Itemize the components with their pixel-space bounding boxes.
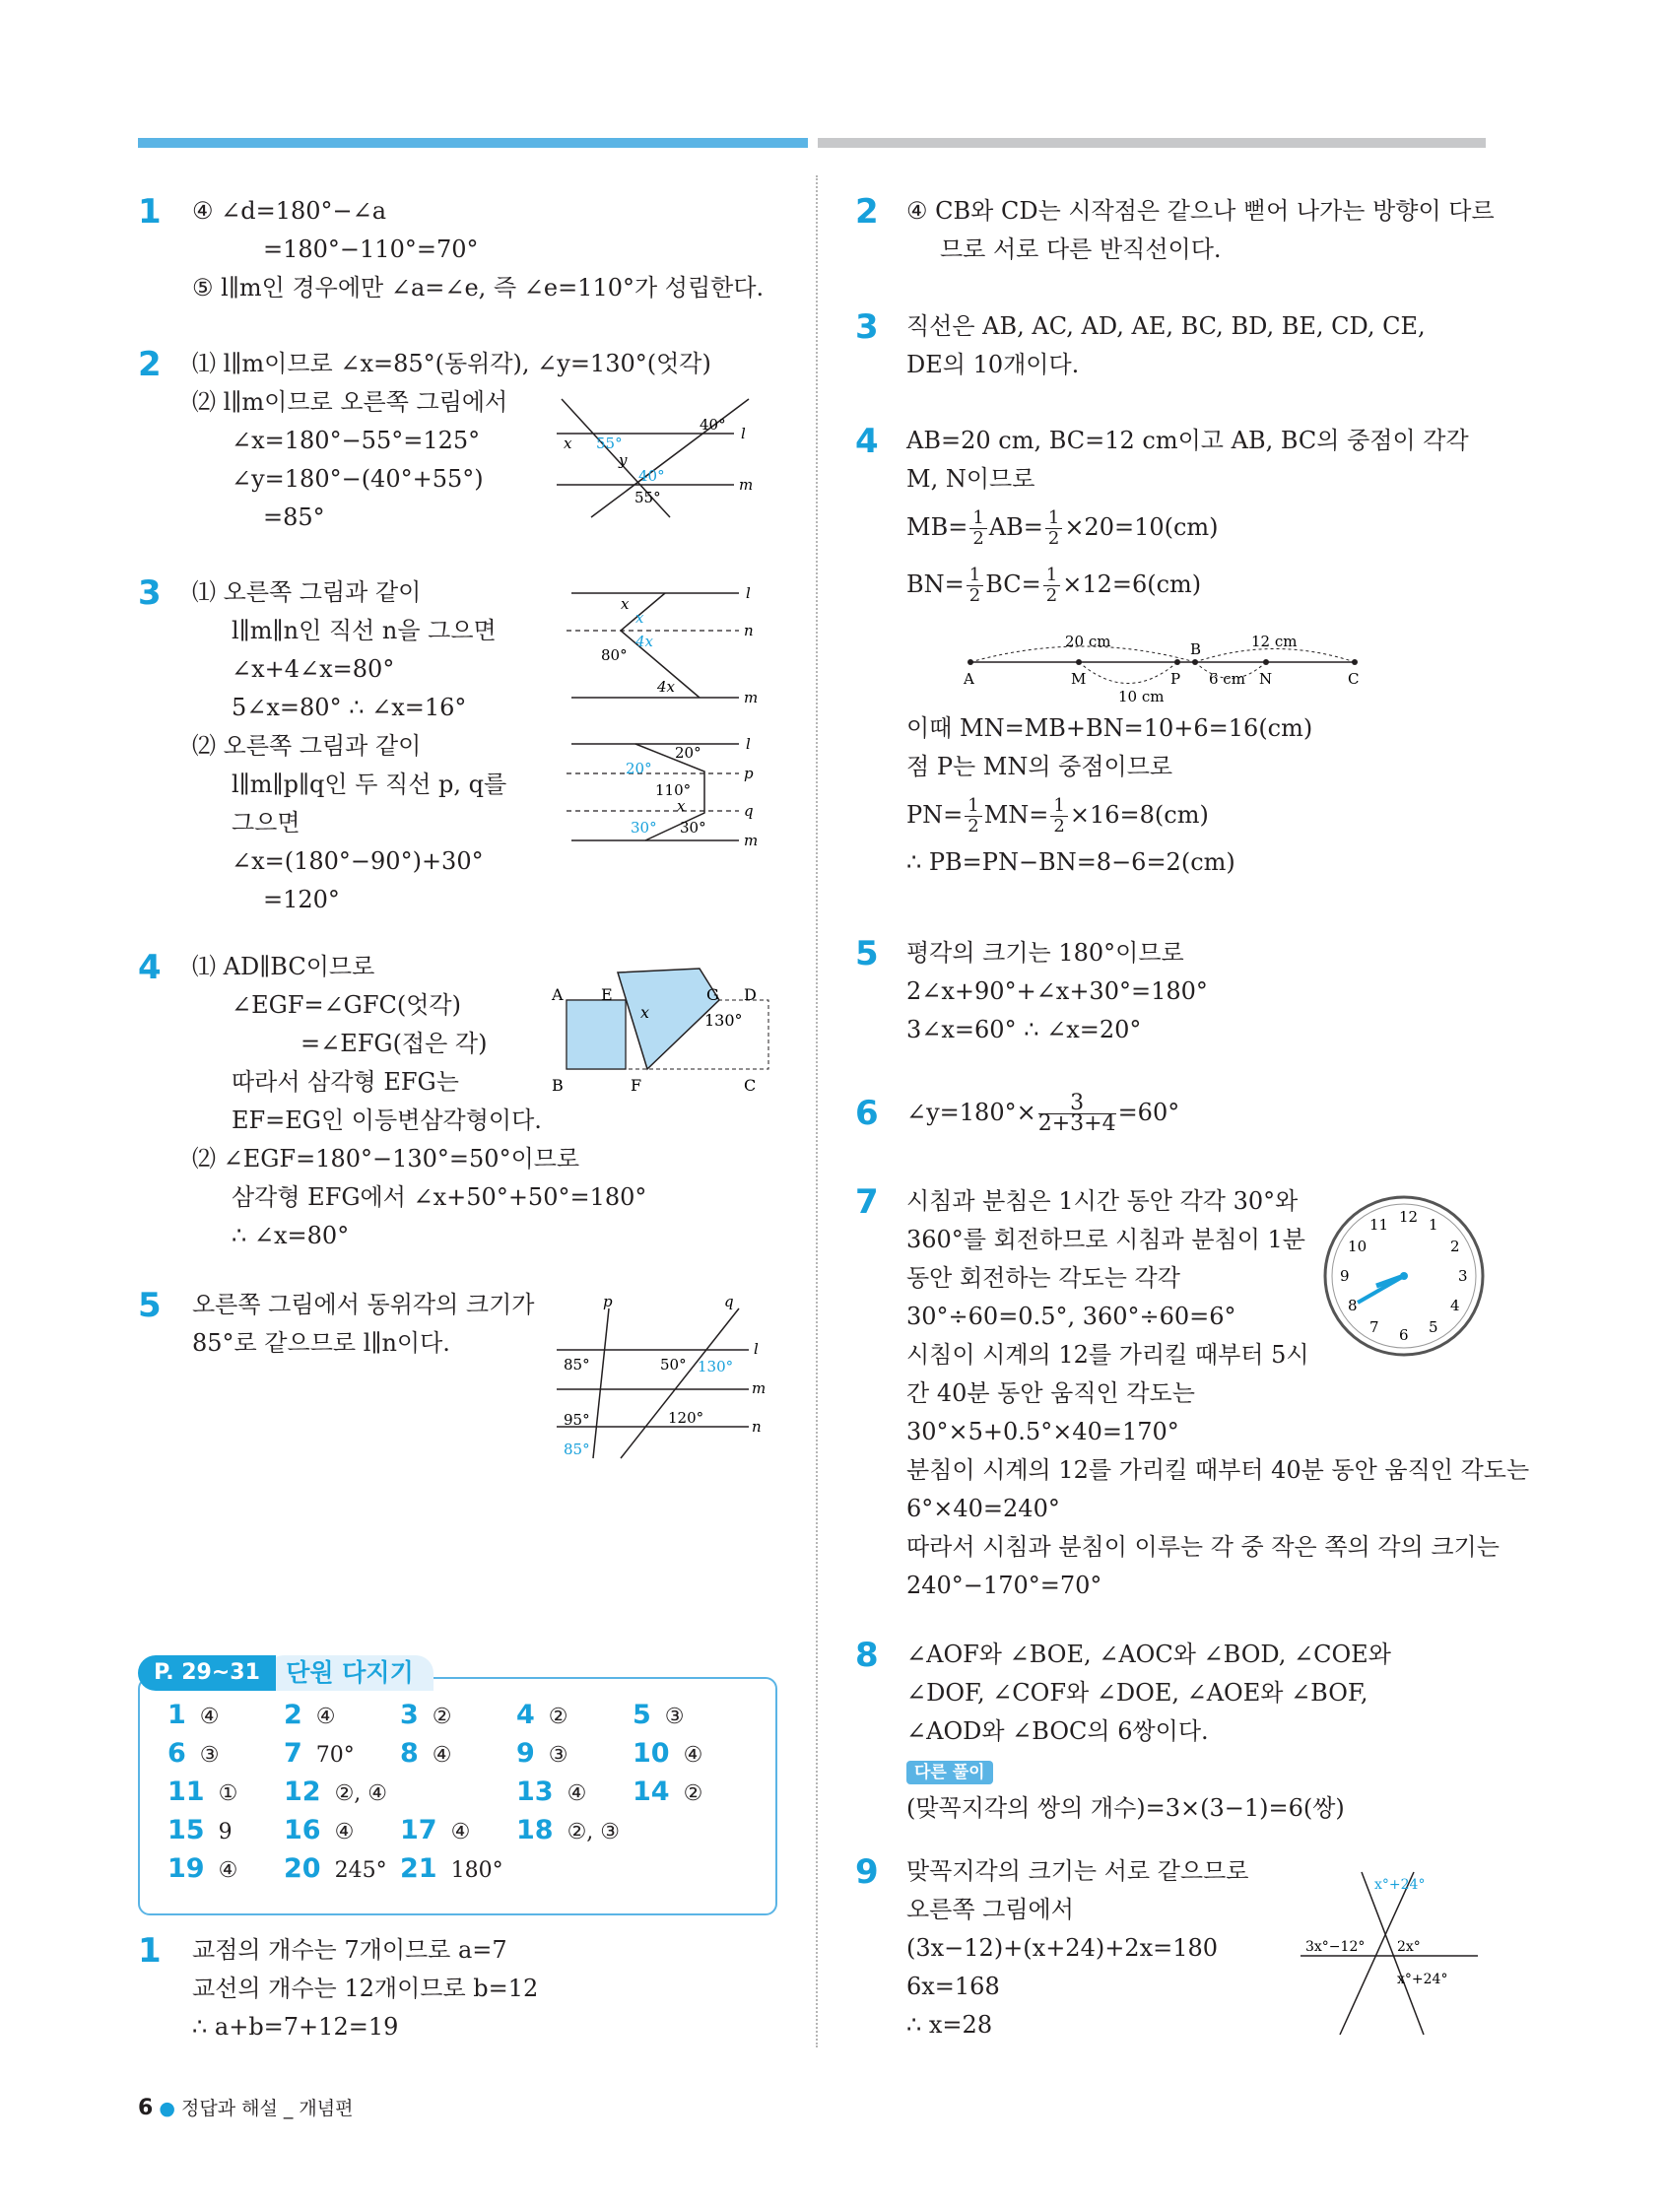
svg-text:95°: 95° — [564, 1411, 590, 1429]
answer-value: ③ — [548, 1743, 568, 1768]
vertical-angles-solution: ∠AOF와 ∠BOE, ∠AOC와 ∠BOD, ∠COE와 ∠DOF, ∠COF와 ∠DOE, ∠AOE와 ∠BOF, ∠AOD와 ∠BOC의 6쌍이다. 다른 풀이 (맞꼭지각의 쌍의 개수)=3×(3−1)=6(쌍) — [906, 1641, 1391, 1822]
answer-number: 12 — [284, 1776, 321, 1807]
answer-number: 10 — [633, 1738, 670, 1769]
svg-text:P: P — [1170, 670, 1181, 688]
svg-text:l: l — [741, 425, 746, 442]
svg-text:10 cm: 10 cm — [1118, 688, 1165, 705]
answer-item — [516, 1700, 568, 1730]
problem-number: 2 — [855, 192, 879, 232]
answer-number: 21 — [400, 1853, 437, 1884]
svg-text:A: A — [964, 670, 974, 688]
equation-solution: 맞꼭지각의 크기는 서로 같으므로 오른쪽 그림에서 (3x−12)+(x+24)+2x=180 6x=168 ∴ x=28 — [906, 1857, 1249, 2039]
svg-text:n: n — [744, 622, 754, 639]
problem-number: 1 — [138, 1931, 162, 1971]
problem-number: 5 — [855, 934, 879, 973]
answer-item — [516, 1815, 620, 1845]
answer-value: 245° — [334, 1858, 387, 1883]
answer-value: ② — [548, 1705, 568, 1729]
svg-text:A: A — [552, 985, 564, 1004]
answer-number: 9 — [516, 1738, 535, 1769]
problem-5-solution: 오른쪽 그림에서 동위각의 크기가 85°로 같으므로 l∥n이다. — [192, 1291, 535, 1357]
answer-number: 14 — [633, 1776, 670, 1807]
answer-value: ④ — [683, 1743, 703, 1768]
svg-text:4x: 4x — [657, 678, 676, 696]
answer-item — [633, 1738, 702, 1769]
answer-number: 20 — [284, 1853, 321, 1884]
header-bar-right — [818, 138, 1486, 148]
answer-value: ② — [432, 1705, 452, 1729]
svg-text:40°: 40° — [700, 416, 726, 434]
answer-value: ④ — [199, 1705, 220, 1729]
svg-text:m: m — [739, 476, 754, 494]
answer-summary-header — [138, 1655, 773, 1695]
rays-solution: ④ CB와 CD는 시작점은 같으나 뻗어 나가는 방향이 다르 므로 서로 다른 반직선이다. — [906, 197, 1495, 263]
answer-number: 17 — [400, 1815, 437, 1845]
alt-solution-badge: 다른 풀이 — [906, 1761, 993, 1784]
svg-text:m: m — [744, 689, 759, 706]
answer-value: ④ — [315, 1705, 336, 1729]
answer-item — [167, 1776, 237, 1807]
problem-number: 4 — [138, 948, 162, 987]
svg-text:2x°: 2x° — [1397, 1939, 1421, 1955]
svg-text:C: C — [1348, 670, 1360, 688]
clock-number: 2 — [1449, 1238, 1460, 1255]
svg-text:85°: 85° — [564, 1356, 590, 1374]
segment-figure — [951, 631, 1374, 709]
answer-item — [400, 1815, 470, 1845]
section-title: 단원 다지기 — [266, 1655, 434, 1691]
answer-item — [284, 1776, 387, 1807]
clock-number: 9 — [1340, 1267, 1350, 1285]
svg-text:110°: 110° — [655, 781, 692, 799]
problem-number: 3 — [138, 573, 162, 613]
svg-text:3x°−12°: 3x°−12° — [1305, 1939, 1366, 1955]
problem-number: 6 — [855, 1094, 879, 1133]
transversal-figure — [552, 1291, 773, 1468]
clock-number: 10 — [1348, 1238, 1368, 1255]
answer-item — [400, 1853, 503, 1884]
page-range-tab: P. 29~31 — [138, 1655, 276, 1691]
clock-number: 12 — [1399, 1208, 1419, 1226]
answer-number: 13 — [516, 1776, 554, 1807]
svg-text:4x: 4x — [635, 633, 654, 650]
parallel-lines-figure — [552, 394, 768, 522]
svg-text:130°: 130° — [704, 1011, 743, 1030]
svg-text:C: C — [744, 1076, 757, 1095]
answer-item — [633, 1776, 702, 1807]
clock-number: 8 — [1348, 1297, 1358, 1314]
svg-text:x: x — [621, 595, 630, 613]
svg-text:n: n — [752, 1418, 762, 1436]
answer-number: 3 — [400, 1700, 419, 1730]
answer-item — [284, 1815, 354, 1845]
svg-text:120°: 120° — [668, 1409, 704, 1427]
answer-value: ④ — [218, 1858, 238, 1883]
clock-number: 6 — [1399, 1326, 1409, 1344]
svg-text:q: q — [724, 1293, 734, 1310]
zigzag-figure-2 — [567, 734, 773, 852]
clock-number: 11 — [1369, 1216, 1389, 1235]
svg-text:20°: 20° — [675, 744, 701, 762]
answer-item — [284, 1700, 336, 1730]
svg-text:G: G — [706, 985, 719, 1004]
header-bar-left — [138, 138, 808, 148]
svg-text:M: M — [1071, 670, 1087, 688]
answer-value: 9 — [218, 1820, 233, 1844]
svg-text:50°: 50° — [660, 1356, 687, 1374]
answer-item — [284, 1853, 387, 1884]
svg-text:m: m — [744, 832, 759, 849]
svg-text:p: p — [603, 1293, 613, 1310]
lines-solution: 직선은 AB, AC, AD, AE, BC, BD, BE, CD, CE, DE의 10개이다. — [906, 312, 1426, 378]
svg-text:30°: 30° — [680, 819, 706, 837]
answer-number: 2 — [284, 1700, 302, 1730]
answer-value: ④ — [432, 1743, 452, 1768]
clock-number: 7 — [1369, 1317, 1379, 1336]
answer-item — [516, 1738, 568, 1769]
column-divider — [816, 175, 818, 2047]
svg-text:40°: 40° — [638, 467, 665, 485]
answer-value: ④ — [450, 1820, 471, 1844]
answer-item — [167, 1700, 220, 1730]
svg-text:x°+24°: x°+24° — [1374, 1877, 1426, 1893]
svg-text:l: l — [746, 584, 751, 602]
answer-value: ④ — [567, 1781, 587, 1806]
segment-solution: AB=20 cm, BC=12 cm이고 AB, BC의 중점이 각각 M, N이므로 MB= $\frac{1}{2}$ AB= $\frac{1}{2}$ ×20=10(cm) BN= $\frac{1}{2}$ BC= $\frac{1}{2}$ ×12=6(cm) 이때 MN=MB+BN=10+6=16(cm) 점 P는 MN의 중점이므로 PN= $\frac{1}{2}$ MN= $\frac{1}{2}$ ×16=8(cm) ∴ PB=PN−BN=8−6=2(cm) — [906, 427, 1469, 876]
svg-text:12 cm: 12 cm — [1251, 633, 1298, 650]
folded-paper-figure — [547, 961, 773, 1108]
answer-number: 5 — [633, 1700, 651, 1730]
svg-text:x: x — [677, 797, 686, 815]
svg-text:20 cm: 20 cm — [1065, 633, 1111, 650]
clock-number: 4 — [1449, 1297, 1460, 1314]
answer-number: 18 — [516, 1815, 554, 1845]
svg-text:E: E — [601, 985, 613, 1004]
answer-number: 15 — [167, 1815, 205, 1845]
svg-text:x: x — [635, 609, 644, 627]
svg-text:m: m — [752, 1379, 767, 1397]
problem-number: 8 — [855, 1636, 879, 1675]
svg-text:130°: 130° — [698, 1358, 734, 1375]
answer-item — [167, 1738, 220, 1769]
page-footer: 6 ● 정답과 해설 _ 개념편 — [138, 2096, 354, 2120]
problem-3-solution: ⑴ 오른쪽 그림과 같이 l∥m∥n인 직선 n을 그으면 ∠x+4∠x=80° 5∠x=80° ∴ ∠x=16° ⑵ 오른쪽 그림과 같이 l∥m∥p∥q인 두 직선 p, q를 그으면 ∠x=(180°−90°)+30° =120° — [192, 578, 507, 913]
problem-number: 4 — [855, 422, 879, 461]
problem-number: 3 — [855, 307, 879, 347]
problem-number: 7 — [855, 1182, 879, 1222]
svg-text:55°: 55° — [634, 489, 661, 506]
answer-item — [400, 1700, 452, 1730]
clock-figure — [1320, 1192, 1488, 1360]
clock-solution: 시침과 분침은 1시간 동안 각각 30°와 360°를 회전하므로 시침과 분침이 1분 동안 회전하는 각도는 각각 30°÷60=0.5°, 360°÷60=6° 시침이 시계의 12를 가리킬 때부터 5시 간 40분 동안 움직인 각도는 30°×5+0.5°×40=170° 분침이 시계의 12를 가리킬 때부터 40분 동안 움직인 각도는 6°×40=240° 따라서 시침과 분침이 이루는 각 중 작은 쪽의 각의 크기는 240°−170°=70° — [906, 1187, 1530, 1599]
svg-text:B: B — [1190, 640, 1202, 658]
answer-value: ③ — [664, 1705, 685, 1729]
ratio-solution: ∠y=180°× $\frac{3}{2+3+4}$ =60° — [906, 1091, 1180, 1136]
svg-text:x: x — [640, 1003, 650, 1022]
answer-value: ② — [683, 1781, 703, 1806]
answer-number: 16 — [284, 1815, 321, 1845]
svg-text:80°: 80° — [601, 646, 628, 664]
straight-angle-solution: 평각의 크기는 180°이므로 2∠x+90°+∠x+30°=180° 3∠x=60° ∴ ∠x=20° — [906, 939, 1208, 1043]
svg-text:20°: 20° — [626, 760, 652, 777]
answer-item — [167, 1815, 233, 1845]
svg-text:D: D — [744, 985, 757, 1004]
answer-value: ②, ③ — [567, 1820, 621, 1844]
answer-value: 70° — [315, 1743, 355, 1768]
svg-text:85°: 85° — [564, 1441, 590, 1458]
svg-text:x°+24°: x°+24° — [1397, 1972, 1448, 1987]
answer-number: 8 — [400, 1738, 419, 1769]
answer-item — [633, 1700, 685, 1730]
svg-text:30°: 30° — [631, 819, 657, 837]
answer-item — [167, 1853, 237, 1884]
svg-text:q: q — [744, 802, 754, 820]
answer-value: ③ — [199, 1743, 220, 1768]
zigzag-figure-1 — [567, 581, 773, 709]
svg-text:p: p — [744, 765, 754, 782]
answer-number: 4 — [516, 1700, 535, 1730]
svg-text:y: y — [619, 451, 628, 469]
problem-number: 2 — [138, 345, 162, 384]
answer-value: ① — [218, 1781, 238, 1806]
problem-number: 9 — [855, 1852, 879, 1892]
answer-item — [284, 1738, 355, 1769]
problem-number: 1 — [138, 192, 162, 232]
svg-text:l: l — [746, 735, 751, 753]
clock-number: 1 — [1429, 1216, 1438, 1235]
svg-text:N: N — [1259, 670, 1273, 688]
answer-number: 7 — [284, 1738, 302, 1769]
clock-number: 5 — [1429, 1317, 1438, 1336]
svg-text:l: l — [754, 1340, 759, 1358]
problem-1-solution: ④ ∠d=180°−∠a =180°−110°=70° ⑤ l∥m인 경우에만 ∠a=∠e, 즉 ∠e=110°가 성립한다. — [192, 197, 765, 302]
svg-text:B: B — [552, 1076, 564, 1095]
svg-text:x: x — [564, 435, 572, 452]
answer-number: 19 — [167, 1853, 205, 1884]
clock-number: 3 — [1458, 1267, 1468, 1285]
answer-value: 180° — [450, 1858, 503, 1883]
answer-value: ②, ④ — [334, 1781, 388, 1806]
answer-number: 11 — [167, 1776, 205, 1807]
intersecting-lines-figure — [1291, 1867, 1488, 2040]
answer-item — [400, 1738, 452, 1769]
problem-number: 5 — [138, 1286, 162, 1325]
answer-item — [516, 1776, 586, 1807]
answer-number: 6 — [167, 1738, 186, 1769]
answer-number: 1 — [167, 1700, 186, 1730]
svg-text:F: F — [631, 1076, 642, 1095]
svg-text:55°: 55° — [596, 435, 623, 452]
problem-4-solution: ⑴ AD∥BC이므로 ∠EGF=∠GFC(엇각) =∠EFG(접은 각) 따라서 삼각형 EFG는 EF=EG인 이등변삼각형이다. ⑵ ∠EGF=180°−130°=50°이므로 삼각형 EFG에서 ∠x+50°+50°=180° ∴ ∠x=80° — [192, 953, 647, 1249]
answer-value: ④ — [334, 1820, 355, 1844]
review-1-solution: 교점의 개수는 7개이므로 a=7 교선의 개수는 12개이므로 b=12 ∴ a+b=7+12=19 — [192, 1936, 539, 2041]
problem-2-solution: ⑴ l∥m이므로 ∠x=85°(동위각), ∠y=130°(엇각) ⑵ l∥m이므로 오른쪽 그림에서 ∠x=180°−55°=125° ∠y=180°−(40°+55°) =85° — [192, 350, 711, 531]
svg-text:6 cm: 6 cm — [1209, 670, 1245, 688]
